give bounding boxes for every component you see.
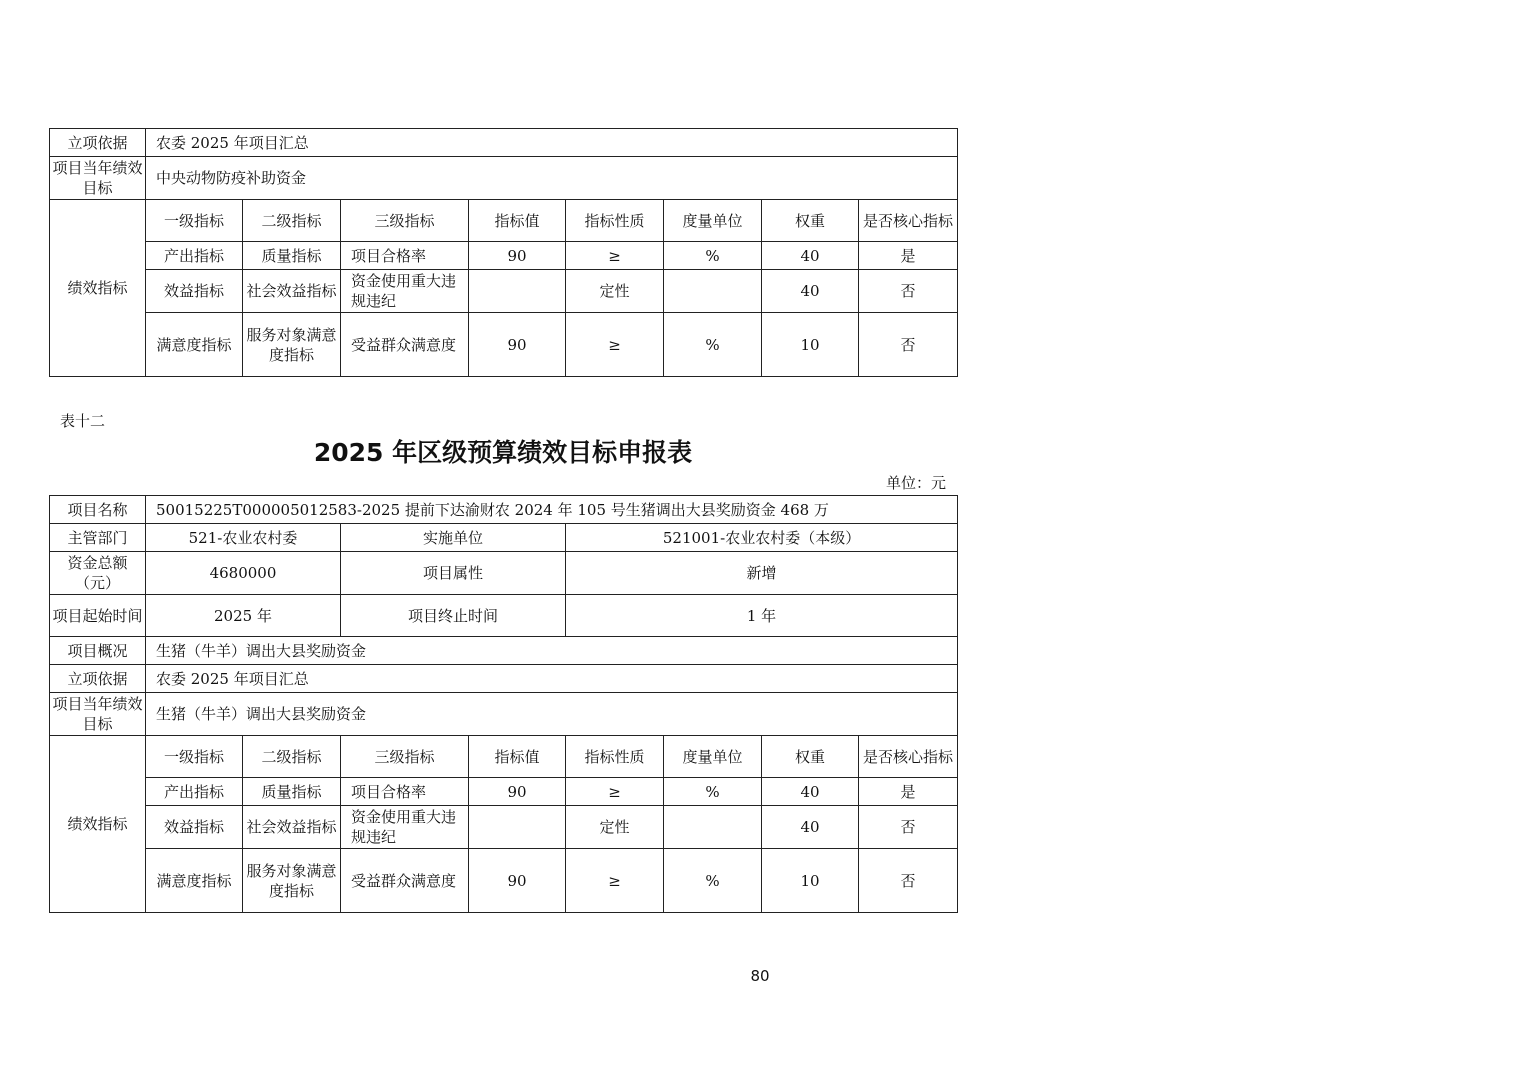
row-time bbox=[50, 595, 958, 637]
indicator-cell: ≥ bbox=[566, 313, 664, 377]
unit-label: 单位：元 bbox=[885, 474, 946, 492]
indicator-cell: % bbox=[664, 849, 762, 913]
row-goal bbox=[50, 157, 958, 200]
indicator-cell: 服务对象满意度指标 bbox=[243, 313, 341, 377]
goal-label: 项目当年绩效目标 bbox=[50, 693, 146, 736]
overview-label: 项目概况 bbox=[50, 637, 146, 665]
indicator-cell: ≥ bbox=[566, 242, 664, 270]
indicator-cell: 10 bbox=[762, 313, 859, 377]
indicator-header-row bbox=[50, 736, 958, 778]
attr-value: 新增 bbox=[566, 552, 958, 595]
indicator-cell bbox=[469, 270, 566, 313]
row-department bbox=[50, 524, 958, 552]
performance-table-continued bbox=[49, 128, 958, 377]
header-cell: 指标值 bbox=[469, 736, 566, 778]
indicator-cell: 是 bbox=[859, 242, 958, 270]
row-funds bbox=[50, 552, 958, 595]
header-cell: 权重 bbox=[762, 200, 859, 242]
start-label: 项目起始时间 bbox=[50, 595, 146, 637]
indicator-cell: 定性 bbox=[566, 806, 664, 849]
header-cell: 指标值 bbox=[469, 200, 566, 242]
goal-label: 项目当年绩效目标 bbox=[50, 157, 146, 200]
indicator-cell: 否 bbox=[859, 806, 958, 849]
indicator-cell: 效益指标 bbox=[146, 806, 243, 849]
indicator-cell bbox=[469, 806, 566, 849]
indicator-cell: % bbox=[664, 242, 762, 270]
indicator-cell: 服务对象满意度指标 bbox=[243, 849, 341, 913]
header-cell: 度量单位 bbox=[664, 736, 762, 778]
indicator-cell: 产出指标 bbox=[146, 778, 243, 806]
indicator-row bbox=[50, 849, 958, 913]
indicator-row bbox=[50, 242, 958, 270]
project-name-label: 项目名称 bbox=[50, 496, 146, 524]
indicator-cell: 40 bbox=[762, 242, 859, 270]
basis-value: 农委 2025 年项目汇总 bbox=[146, 665, 958, 693]
indicator-cell: 项目合格率 bbox=[341, 778, 469, 806]
row-overview bbox=[50, 637, 958, 665]
header-cell: 一级指标 bbox=[146, 200, 243, 242]
page-number: 80 bbox=[750, 967, 770, 985]
indicator-cell: 资金使用重大违规违纪 bbox=[341, 806, 469, 849]
header-cell: 指标性质 bbox=[566, 736, 664, 778]
basis-label: 立项依据 bbox=[50, 129, 146, 157]
goal-value: 中央动物防疫补助资金 bbox=[146, 157, 958, 200]
funds-value: 4680000 bbox=[146, 552, 341, 595]
header-cell: 二级指标 bbox=[243, 200, 341, 242]
indicator-cell: 质量指标 bbox=[243, 242, 341, 270]
start-value: 2025 年 bbox=[146, 595, 341, 637]
perf-label: 绩效指标 bbox=[50, 200, 146, 377]
basis-label: 立项依据 bbox=[50, 665, 146, 693]
indicator-cell: 社会效益指标 bbox=[243, 270, 341, 313]
funds-label: 资金总额（元） bbox=[50, 552, 146, 595]
table-caption: 表十二 bbox=[60, 412, 106, 430]
end-label: 项目终止时间 bbox=[341, 595, 566, 637]
impl-value: 521001-农业农村委（本级） bbox=[566, 524, 958, 552]
indicator-cell: ≥ bbox=[566, 778, 664, 806]
indicator-cell bbox=[664, 806, 762, 849]
row-basis bbox=[50, 665, 958, 693]
goal-value: 生猪（牛羊）调出大县奖励资金 bbox=[146, 693, 958, 736]
indicator-cell: 满意度指标 bbox=[146, 849, 243, 913]
header-cell: 二级指标 bbox=[243, 736, 341, 778]
indicator-cell: % bbox=[664, 313, 762, 377]
indicator-cell: 10 bbox=[762, 849, 859, 913]
indicator-cell: 40 bbox=[762, 806, 859, 849]
indicator-cell: 90 bbox=[469, 849, 566, 913]
indicator-row bbox=[50, 313, 958, 377]
indicator-cell: 40 bbox=[762, 778, 859, 806]
indicator-header-row bbox=[50, 200, 958, 242]
form-title: 2025 年区级预算绩效目标申报表 bbox=[313, 438, 693, 467]
dept-value: 521-农业农村委 bbox=[146, 524, 341, 552]
budget-performance-table bbox=[49, 495, 958, 913]
row-basis bbox=[50, 129, 958, 157]
impl-label: 实施单位 bbox=[341, 524, 566, 552]
indicator-cell: 项目合格率 bbox=[341, 242, 469, 270]
header-cell: 指标性质 bbox=[566, 200, 664, 242]
indicator-cell: 否 bbox=[859, 849, 958, 913]
indicator-cell: 效益指标 bbox=[146, 270, 243, 313]
basis-value: 农委 2025 年项目汇总 bbox=[146, 129, 958, 157]
indicator-cell: 受益群众满意度 bbox=[341, 849, 469, 913]
indicator-cell: 是 bbox=[859, 778, 958, 806]
dept-label: 主管部门 bbox=[50, 524, 146, 552]
indicator-row bbox=[50, 778, 958, 806]
header-cell: 是否核心指标 bbox=[859, 736, 958, 778]
indicator-cell: 90 bbox=[469, 778, 566, 806]
row-goal bbox=[50, 693, 958, 736]
header-cell: 三级指标 bbox=[341, 736, 469, 778]
row-project-name bbox=[50, 496, 958, 524]
indicator-cell: ≥ bbox=[566, 849, 664, 913]
indicator-cell: 定性 bbox=[566, 270, 664, 313]
indicator-cell: % bbox=[664, 778, 762, 806]
indicator-cell: 社会效益指标 bbox=[243, 806, 341, 849]
indicator-row bbox=[50, 270, 958, 313]
overview-value: 生猪（牛羊）调出大县奖励资金 bbox=[146, 637, 958, 665]
project-name-value: 50015225T000005012583-2025 提前下达渝财农 2024 年 105 号生猪调出大县奖励资金 468 万 bbox=[146, 496, 958, 524]
indicator-cell: 产出指标 bbox=[146, 242, 243, 270]
perf-label: 绩效指标 bbox=[50, 736, 146, 913]
indicator-cell: 质量指标 bbox=[243, 778, 341, 806]
indicator-cell: 40 bbox=[762, 270, 859, 313]
indicator-row bbox=[50, 806, 958, 849]
indicator-cell: 受益群众满意度 bbox=[341, 313, 469, 377]
indicator-cell: 90 bbox=[469, 313, 566, 377]
indicator-cell: 资金使用重大违规违纪 bbox=[341, 270, 469, 313]
header-cell: 权重 bbox=[762, 736, 859, 778]
header-cell: 度量单位 bbox=[664, 200, 762, 242]
header-cell: 三级指标 bbox=[341, 200, 469, 242]
indicator-cell: 满意度指标 bbox=[146, 313, 243, 377]
indicator-cell: 否 bbox=[859, 313, 958, 377]
indicator-cell bbox=[664, 270, 762, 313]
attr-label: 项目属性 bbox=[341, 552, 566, 595]
indicator-cell: 否 bbox=[859, 270, 958, 313]
header-cell: 一级指标 bbox=[146, 736, 243, 778]
indicator-cell: 90 bbox=[469, 242, 566, 270]
header-cell: 是否核心指标 bbox=[859, 200, 958, 242]
end-value: 1 年 bbox=[566, 595, 958, 637]
